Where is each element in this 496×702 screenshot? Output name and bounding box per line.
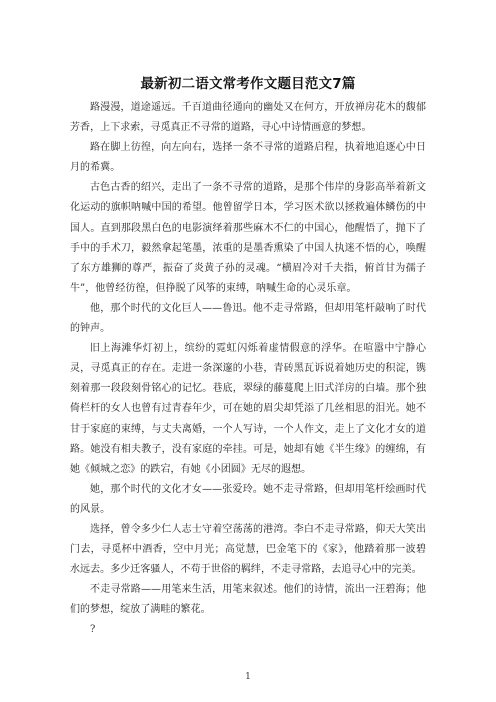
trailing-mark: ? bbox=[90, 624, 96, 636]
paragraph-1: 路漫漫，道途遥远。千百道曲径通向的幽处又在何方，开放禅房花木的馥郁芳香，上下求索，寻觅真正不寻常的道路，寻心中诗情画意的梦想。 bbox=[70, 102, 426, 134]
paragraph-5: 旧上海滩华灯初上，缤纷的霓虹闪烁着虚情假意的浮华。在喧嚣中宁静心灵，寻觅真正的存在。走进一条深邃的小巷，青砖黑瓦诉说着她历史的积淀，镌刻着那一段段刻骨铭心的记忆。巷底，翠绿的藤蔓爬上旧式洋房的白墙。那个独倚栏杆的女人也曾有过青春年少，可在她的眉尖却凭添了几丝相思的泪光。她不甘于家庭的束缚，与丈夫离婚，一个人写诗，一个人作文，走上了文化才女的道路。她没有相夫教子，没有家庭的牵挂。可是，她却有她《半生缘》的缠绵，有她《倾城之恋》的跌宕，有她《小团圆》无尽的遐想。 bbox=[70, 343, 426, 475]
page-number: 1 bbox=[245, 672, 251, 682]
document-body bbox=[70, 98, 426, 641]
paragraph-7: 选择，曾令多少仁人志士守着空荡荡的港湾。李白不走寻常路，仰天大笑出门去，寻觅杯中酒香，空中月光；高觉慧，巴金笔下的《家》，他踏着那一波碧水远去。多少迁客骚人，不苟于世俗的羁绊，不走寻常路，去追寻心中的完美。 bbox=[70, 523, 426, 576]
paragraph-6: 她，那个时代的文化才女——张爱玲。她不走寻常路，但却用笔杆绘画时代的风景。 bbox=[70, 483, 426, 515]
paragraph-4: 他，那个时代的文化巨人——鲁迅。他不走寻常路，但却用笔杆敲响了时代的钟声。 bbox=[70, 302, 426, 335]
document-title: 最新初二语文常考作文题目范文7篇 bbox=[140, 76, 356, 92]
paragraph-2: 路在脚上彷徨，向左向右，选择一条不寻常的道路启程，执着地追逐心中日月的希冀。 bbox=[70, 142, 426, 174]
paragraph-3: 古色古香的绍兴，走出了一条不寻常的道路，是那个伟岸的身影高举着新文化运动的旗帜呐喊中国的希望。他曾留学日本，学习医术欲以拯救遍体鳞伤的中国人。直到那段黑白色的电影演绎着那些麻木不仁的中国心，他醒悟了，抛下了手中的手术刀，毅然拿起笔墨，浓重的是墨香熏染了中国人执迷不悟的心，唤醒了东方雄狮的尊严，振奋了炎黄子孙的灵魂。“横眉冷对千夫指，俯首甘为孺子牛”，他曾经彷徨，但挣脱了风筝的束缚，呐喊生命的心灵乐章。 bbox=[70, 182, 426, 294]
paragraph-8: 不走寻常路——用笔来生活，用笔来叙述。他们的诗情，流出一汪碧海；他们的梦想，绽放了满畦的繁花。 bbox=[70, 584, 426, 616]
